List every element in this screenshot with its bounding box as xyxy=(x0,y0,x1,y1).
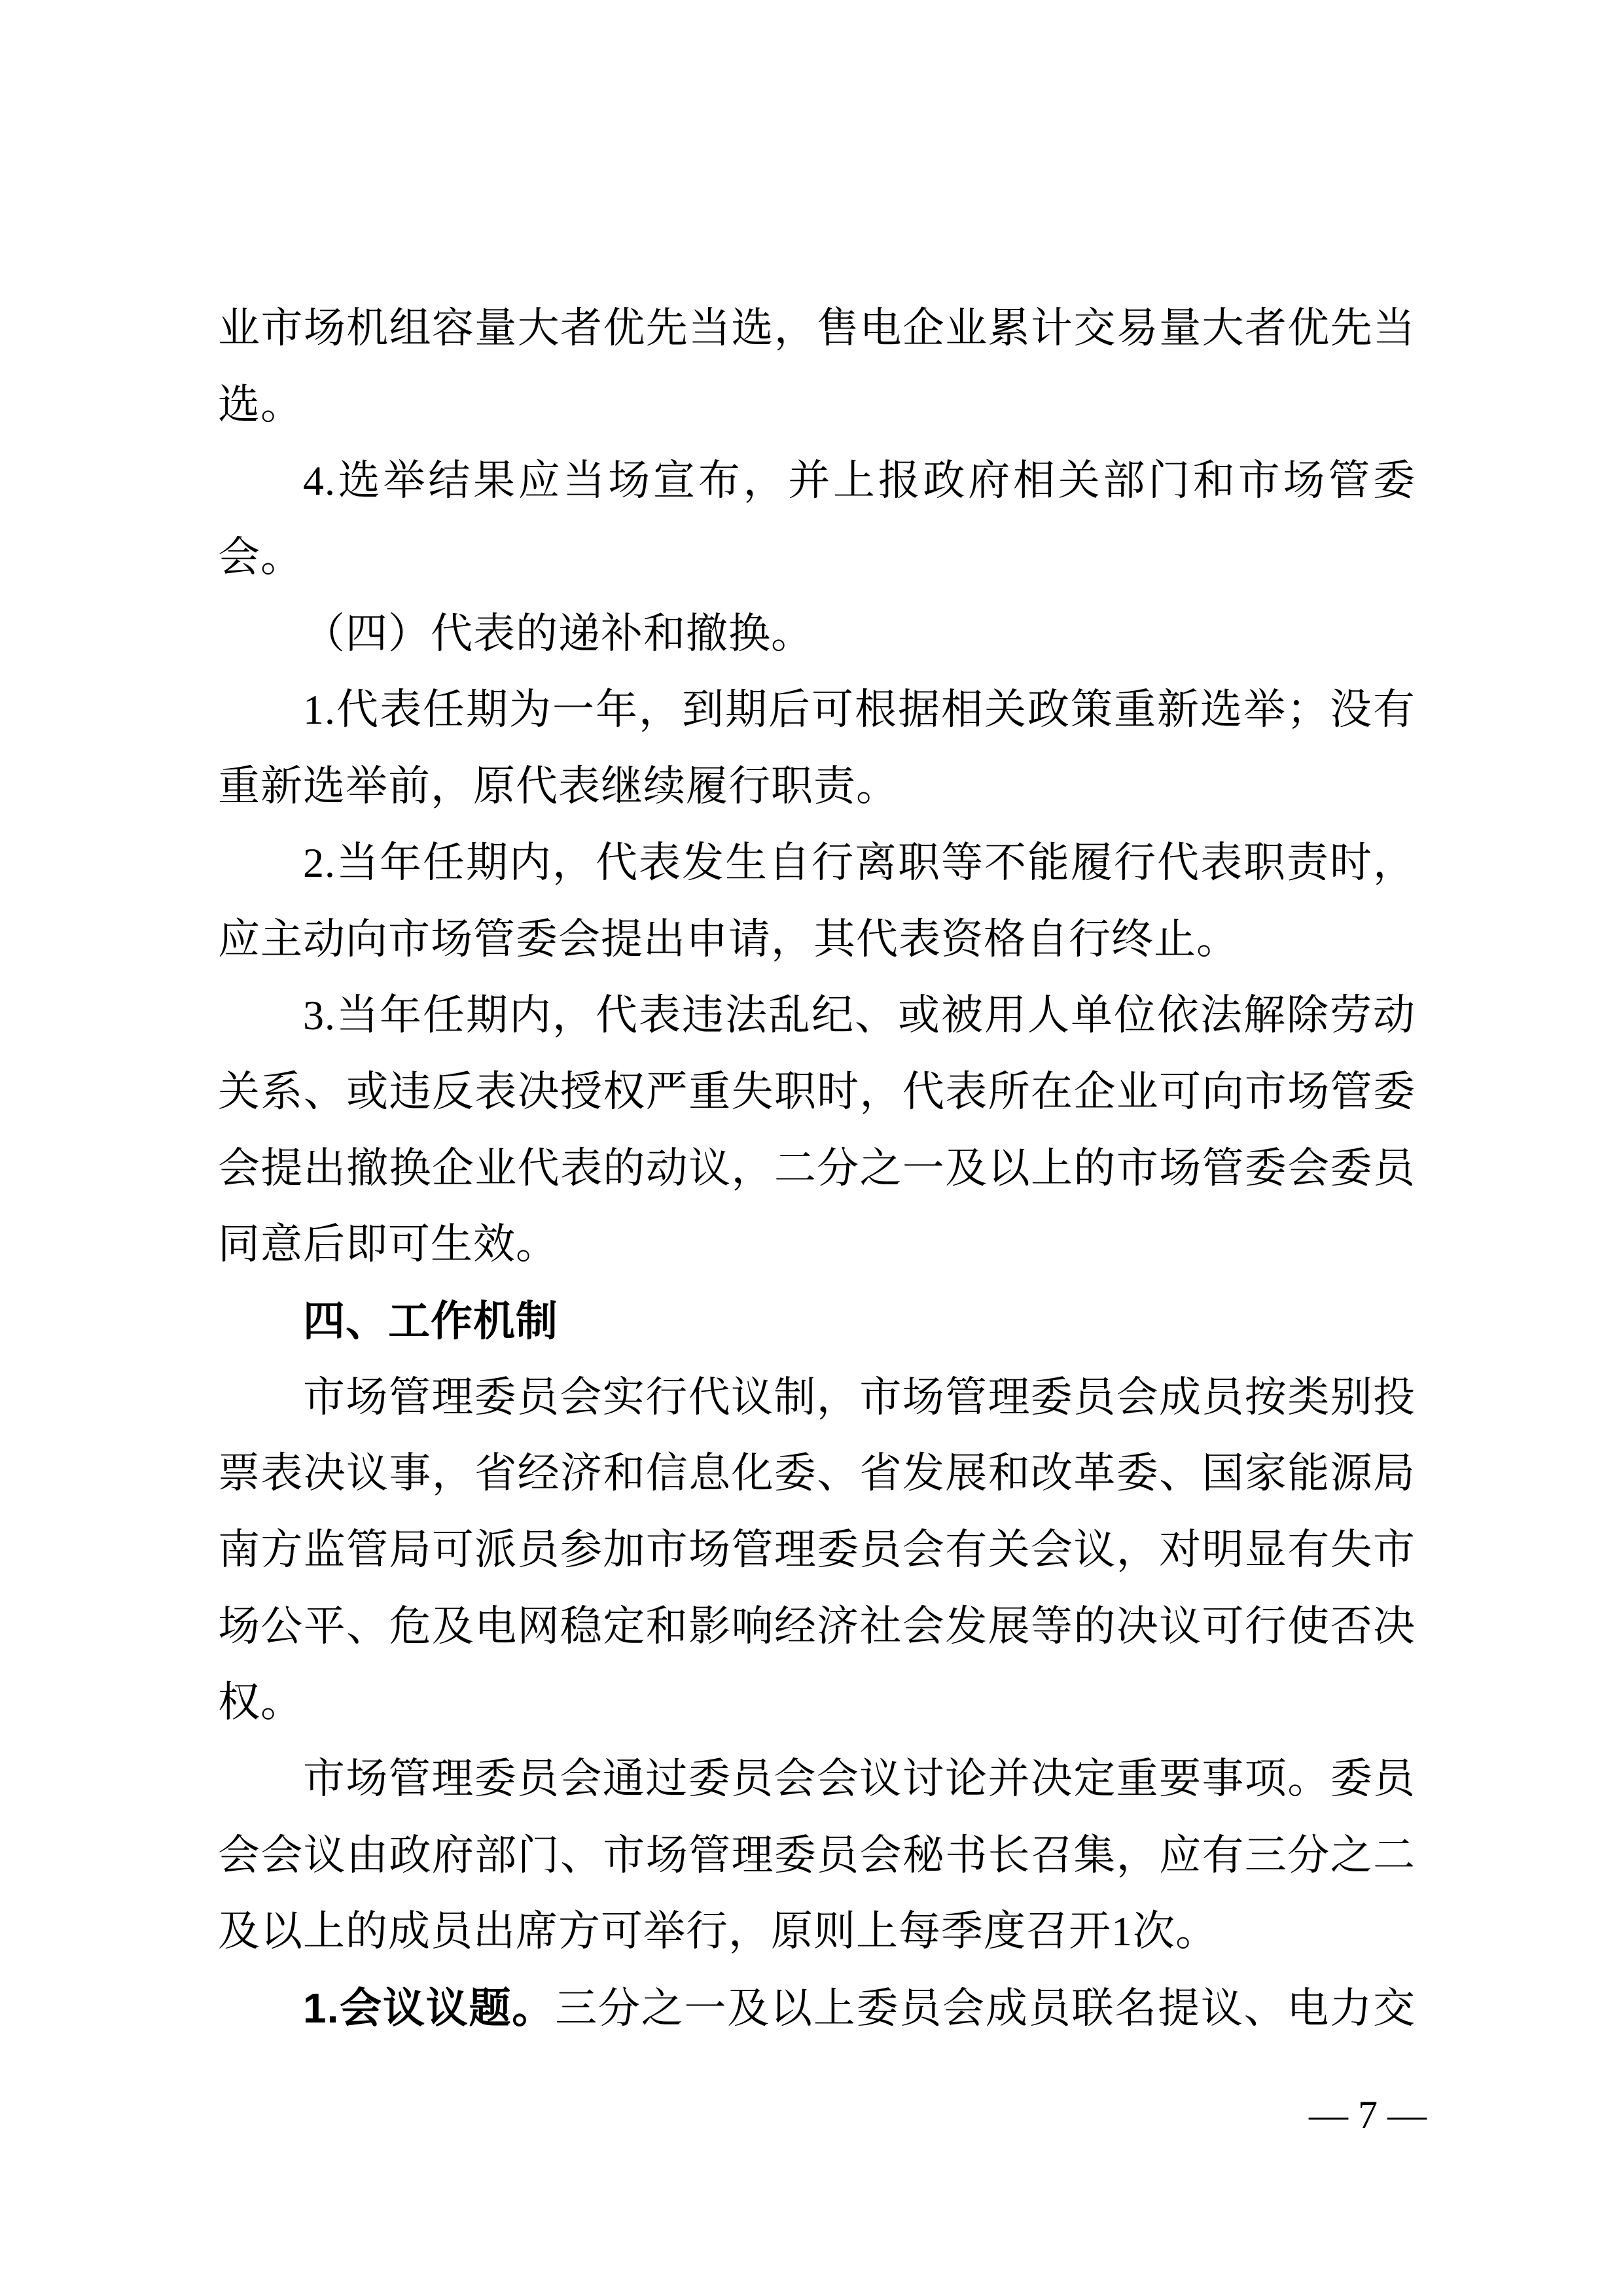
text-line: 南方监管局可派员参加市场管理委员会有关会议，对明显有失市 xyxy=(218,1527,1416,1573)
text-line: 同意后即可生效。 xyxy=(218,1221,558,1268)
section-heading: 四、工作机制 xyxy=(303,1297,558,1345)
document-body xyxy=(218,291,1416,2047)
text-line: 权。 xyxy=(218,1679,303,1726)
page-number: — 7 — xyxy=(1309,2093,1427,2136)
text-line: 及以上的成员出席方可举行，原则上每季度召开1次。 xyxy=(218,1908,1218,1955)
bold-run: 1.会议议题。 xyxy=(303,1985,556,2032)
text-line: 会。 xyxy=(218,534,303,581)
text-line: 2.当年任期内，代表发生自行离职等不能履行代表职责时， xyxy=(303,839,1416,886)
text-line: 1.代表任期为一年，到期后可根据相关政策重新选举；没有 xyxy=(303,686,1416,733)
text-line: 4.选举结果应当场宣布，并上报政府相关部门和市场管委 xyxy=(303,457,1416,504)
text-line: 关系、或违反表决授权严重失职时，代表所在企业可向市场管委 xyxy=(218,1068,1416,1115)
text-line: 市场管理委员会实行代议制，市场管理委员会成员按类别投 xyxy=(303,1373,1416,1421)
text-line: 业市场机组容量大者优先当选，售电企业累计交易量大者优先当 xyxy=(218,305,1416,351)
text-line xyxy=(218,1970,1416,2047)
text-line: 3.当年任期内，代表违法乱纪、或被用人单位依法解除劳动 xyxy=(303,992,1416,1039)
text-line: 会会议由政府部门、市场管理委员会秘书长召集，应有三分之二 xyxy=(218,1831,1416,1879)
text-run: 三分之一及以上委员会成员联名提议、电力交 xyxy=(555,1985,1416,2032)
text-line: 选。 xyxy=(218,381,303,428)
text-line: 会提出撤换企业代表的动议，二分之一及以上的市场管委会委员 xyxy=(218,1144,1416,1192)
text-line: 场公平、危及电网稳定和影响经济社会发展等的决议可行使否决 xyxy=(218,1602,1416,1650)
text-line: 重新选举前，原代表继续履行职责。 xyxy=(218,763,899,810)
text-line: 市场管理委员会通过委员会会议讨论并决定重要事项。委员 xyxy=(303,1756,1416,1803)
text-line: 应主动向市场管委会提出申请，其代表资格自行终止。 xyxy=(218,915,1239,963)
text-line: （四）代表的递补和撤换。 xyxy=(303,610,813,657)
text-line: 票表决议事，省经济和信息化委、省发展和改革委、国家能源局 xyxy=(218,1450,1416,1497)
